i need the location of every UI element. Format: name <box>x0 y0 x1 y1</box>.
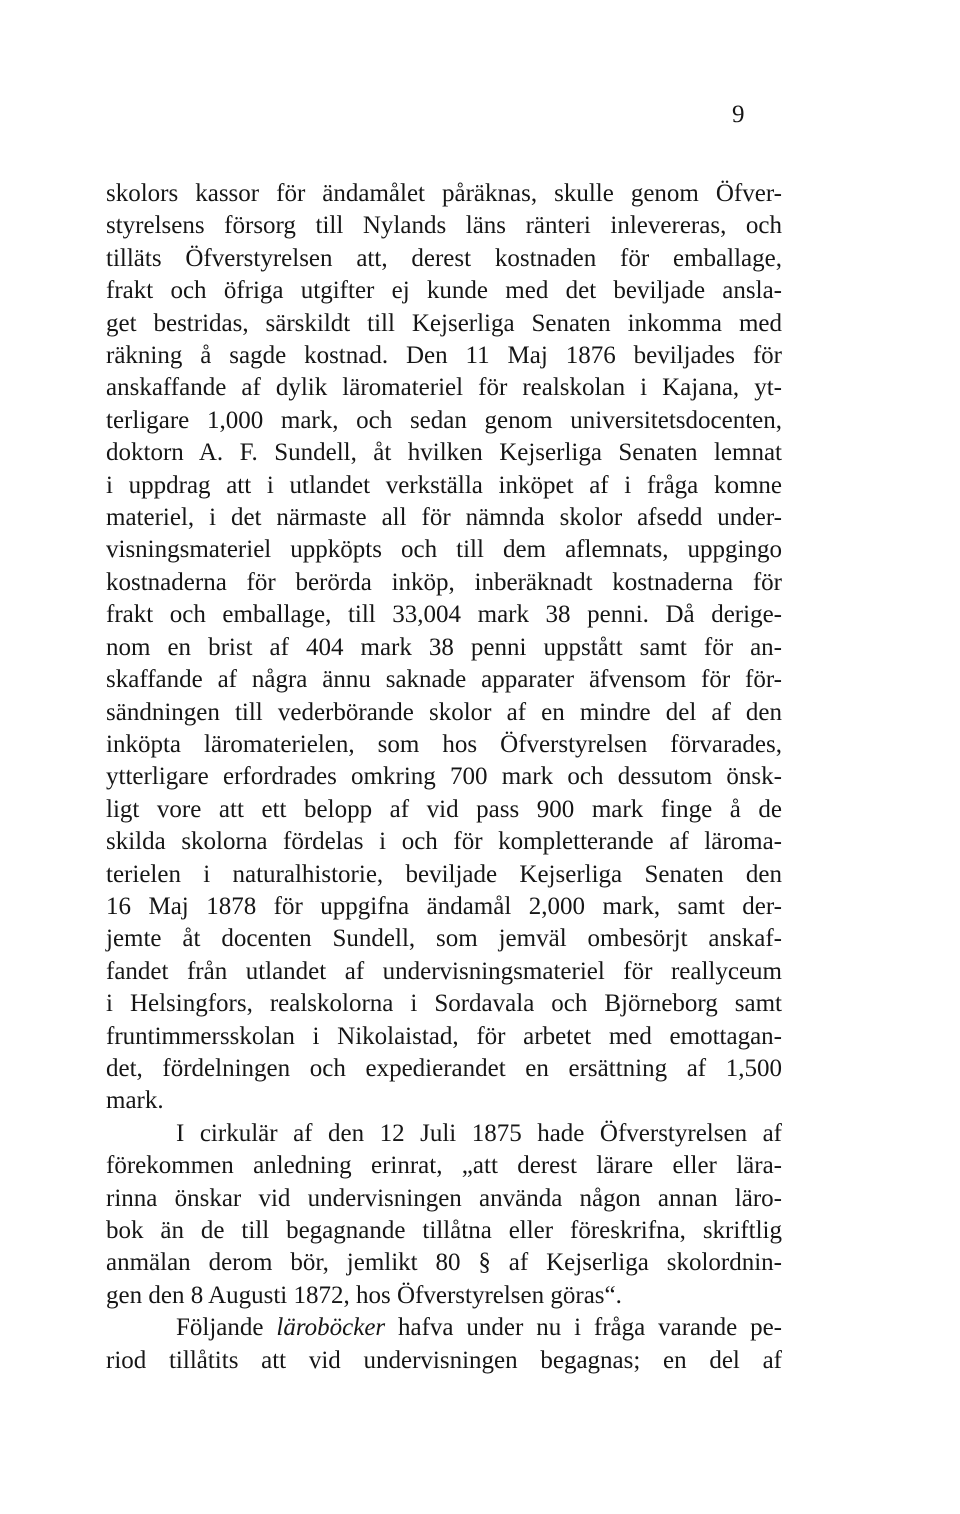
text-line: fruntimmersskolan i Nikolaistad, för arbetet med emottagan- <box>106 1022 782 1050</box>
text-line: jemte åt docenten Sundell, som jemväl ombesörjt anskaf- <box>106 925 782 953</box>
text-line: räkning å sagde kostnad. Den 11 Maj 1876 beviljades för <box>106 342 782 370</box>
body-text <box>106 178 782 1377</box>
text-line: anmälan derom bör, jemlikt 80 § af Kejserliga skolordnin- <box>106 1249 782 1277</box>
text-line: terielen i naturalhistorie, beviljade Kejserliga Senaten den <box>106 860 782 888</box>
text-line: skolors kassor för ändamålet påräknas, skulle genom Öfver- <box>106 180 782 207</box>
text-line: frakt och öfriga utgifter ej kunde med det beviljade ansla- <box>106 277 782 305</box>
text-line: skaffande af några ännu saknade apparater äfvensom för för- <box>106 666 782 694</box>
text-line: materiel, i det närmaste all för nämnda skolor afsedd under- <box>106 504 782 532</box>
text-line: gen den 8 Augusti 1872, hos Öfverstyrelsen göras“. <box>106 1281 622 1309</box>
text-line: I cirkulär af den 12 Juli 1875 hade Öfverstyrelsen af <box>176 1119 782 1147</box>
text-line: doktorn A. F. Sundell, åt hvilken Kejserliga Senaten lemnat <box>106 439 782 467</box>
text-line: nom en brist af 404 mark 38 penni uppstått samt för an- <box>106 633 782 661</box>
text-line-mixed <box>106 1312 782 1344</box>
text-line: kostnaderna för berörda inköp, inberäknadt kostnaderna för <box>106 568 782 596</box>
text-line: ytterligare erfordrades omkring 700 mark och dessutom önsk- <box>106 763 782 791</box>
text-line: inköpta läromaterielen, som hos Öfverstyrelsen förvarades, <box>106 730 782 758</box>
text-line: anskaffande af dylik läromateriel för realskolan i Kajana, yt- <box>106 374 782 402</box>
text-fragment: Följande <box>176 1314 264 1342</box>
text-line: visningsmateriel uppköpts och till dem aflemnats, uppgingo <box>106 536 782 564</box>
text-line: ligt vore att ett belopp af vid pass 900 mark finge å de <box>106 795 782 823</box>
text-line: riod tillåtits att vid undervisningen begagnas; en del af <box>106 1346 782 1374</box>
text-line: i Helsingfors, realskolorna i Sordavala och Björneborg samt <box>106 990 782 1018</box>
emphasized-term: läroböcker <box>276 1314 386 1342</box>
text-line: mark. <box>106 1087 164 1115</box>
text-line: frakt och emballage, till 33,004 mark 38 penni. Då derige- <box>106 601 782 629</box>
text-line: tilläts Öfverstyrelsen att, derest kostnaden för emballage, <box>106 244 782 272</box>
text-line: 16 Maj 1878 för uppgifna ändamål 2,000 mark, samt der- <box>106 892 782 920</box>
text-line: fandet från utlandet af undervisningsmateriel för reallyceum <box>106 957 782 985</box>
text-line: i uppdrag att i utlandet verkställa inköpet af i fråga komne <box>106 471 782 499</box>
text-line: bok än de till begagnande tillåtna eller föreskrifna, skriftlig <box>106 1217 782 1244</box>
text-line: rinna önskar vid undervisningen använda någon annan läro- <box>106 1184 782 1212</box>
text-line: get bestridas, särskildt till Kejserliga Senaten inkomma med <box>106 309 782 337</box>
text-line: det, fördelningen och expedierandet en ersättning af 1,500 <box>106 1054 782 1082</box>
page-number: 9 <box>732 101 745 128</box>
text-fragment: hafva under nu i fråga varande pe- <box>398 1314 783 1342</box>
text-line: styrelsens försorg till Nylands läns ränteri inlevereras, och <box>106 212 782 240</box>
text-line: skilda skolorna fördelas i och för kompletterande af läroma- <box>106 828 782 856</box>
text-line: terligare 1,000 mark, och sedan genom universitetsdocenten, <box>106 406 782 434</box>
text-line: förekommen anledning erinrat, „att derest lärare eller lära- <box>106 1152 782 1180</box>
text-line: sändningen till vederbörande skolor af en mindre del af den <box>106 698 782 726</box>
